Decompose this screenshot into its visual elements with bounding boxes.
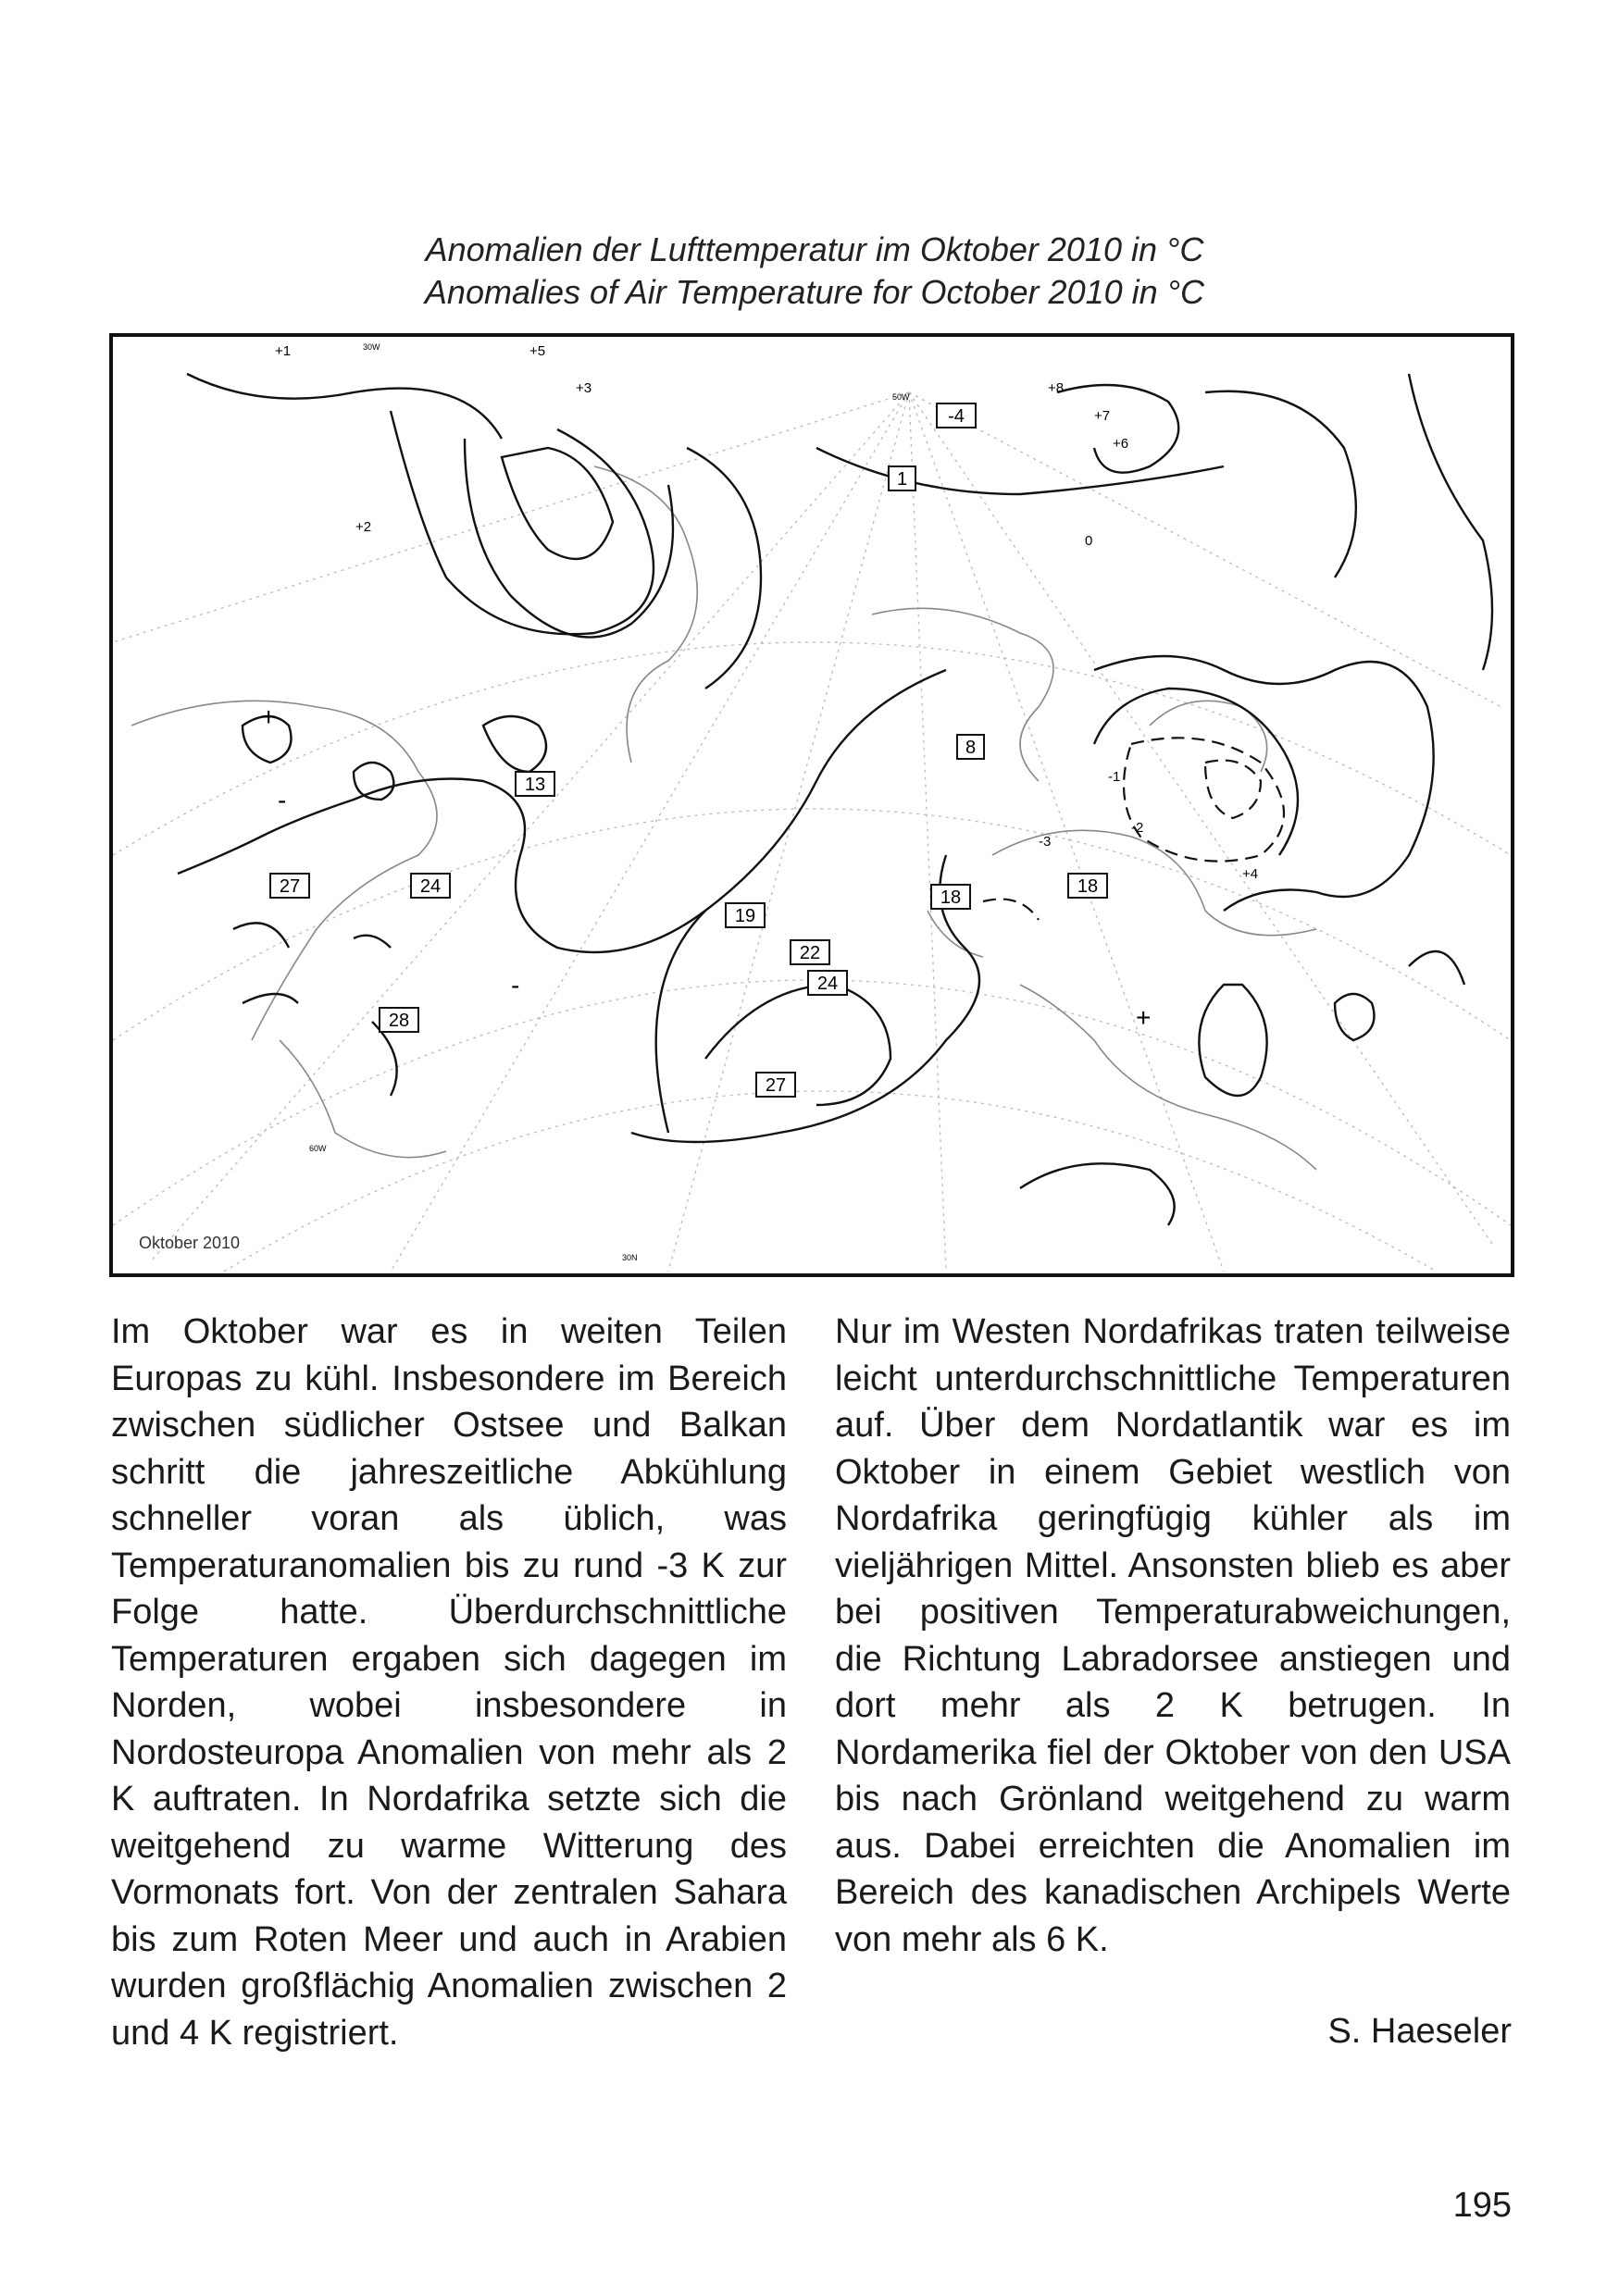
graticule [113,392,1511,1272]
page-number: 195 [1452,2186,1512,2225]
map-month-label: Oktober 2010 [139,1234,241,1252]
contour-label: +1 [275,343,292,359]
contour-label: -2 [1131,820,1144,836]
contour-label: +3 [576,380,592,396]
boxed-value [756,1073,795,1097]
svg-text:13: 13 [524,775,546,795]
contour-label: +6 [1113,436,1129,452]
contour-label: +4 [1242,866,1259,882]
boxed-value [516,772,554,796]
svg-text:8: 8 [965,738,977,758]
contour-label: -1 [1108,769,1121,785]
map-drawing [113,337,1511,1273]
boxed-value [380,1008,418,1032]
contour-label: +8 [1048,380,1065,396]
boxed-value [411,874,450,898]
boxed-value [931,885,970,909]
svg-text:22: 22 [799,943,821,963]
boxed-value [726,903,765,927]
svg-text:18: 18 [940,887,962,908]
contour-label: +2 [355,519,372,535]
grid-label: 30W [363,342,380,352]
figure-caption-english: Anomalies of Air Temperature for October 2010 in °C [424,273,1205,311]
sign-mark: + [1136,1003,1152,1032]
svg-text:27: 27 [279,876,301,897]
boxed-value [937,403,976,428]
coastlines [131,466,1316,1170]
boxed-value [1068,874,1107,898]
body-text-left-column: Im Oktober war es in weiten Teilen Europas zu kühl. Insbesondere im Bereich zwischen südlicher Ostsee und Balkan schritt die jahreszeitliche Abkühlung schneller voran als üblich, was Temperaturanomalien bis zu rund -3 K zur Folge hatte. Überdurchschnittliche Temperaturen ergaben sich dagegen im Norden, wobei insbesondere in Nordosteuropa Anomalien von mehr als 2 K auftraten. In Nordafrika setzte sich die weitgehend zu warme Witterung des Vormonats fort. Von der zentralen Sahara bis zum Roten Meer und auch in Arabien wurden großflächig Anomalien zwischen 2 und 4 K registriert. [111,1312,787,2053]
boxed-value [957,735,984,759]
figure-caption-german: Anomalien der Lufttemperatur im Oktober 2010 in °C [425,230,1204,268]
contour-label: -3 [1039,834,1052,850]
boxed-value [270,874,309,898]
body-text-right-column: Nur im Westen Nordafrikas traten teilweise leicht unterdurchschnittliche Temperaturen auf. Über dem Nordatlantik war es im Oktober in einem Gebiet westlich von Nordafrika geringfügig kühler als im vieljährigen Mittel. Ansonsten blieb es aber bei positiven Temperaturabweichungen, die Richtung Labradorsee anstiegen und dort mehr als 2 K betrugen. In Nordamerika fiel der Oktober von den USA bis nach Grönland weitgehend zu warm aus. Dabei erreichten die Anomalien im Bereich des kanadischen Archipels Werte von mehr als 6 K. [835,1312,1511,1959]
grid-label: 50W [892,392,910,402]
grid-label: 30N [622,1253,638,1262]
sign-mark: - [278,786,287,814]
sign-mark: + [261,702,277,731]
boxed-value [889,466,915,490]
svg-text:18: 18 [1077,876,1099,897]
grid-label: 60W [309,1144,327,1153]
contour-label: 0 [1085,533,1093,549]
temperature-anomaly-map [109,333,1514,1277]
contour-label: +7 [1094,408,1111,424]
svg-text:1: 1 [896,469,908,490]
svg-text:19: 19 [734,906,756,926]
svg-text:-4: -4 [948,406,965,427]
svg-text:24: 24 [816,974,839,994]
svg-text:27: 27 [765,1075,787,1096]
contour-label: +5 [529,343,546,359]
svg-text:24: 24 [419,876,442,897]
boxed-value [808,971,847,995]
isotherms [178,374,1492,1225]
svg-text:28: 28 [388,1011,410,1031]
author-signature: S. Haeseler [1327,2012,1512,2051]
sign-mark: - [511,971,520,999]
boxed-value [791,940,829,964]
